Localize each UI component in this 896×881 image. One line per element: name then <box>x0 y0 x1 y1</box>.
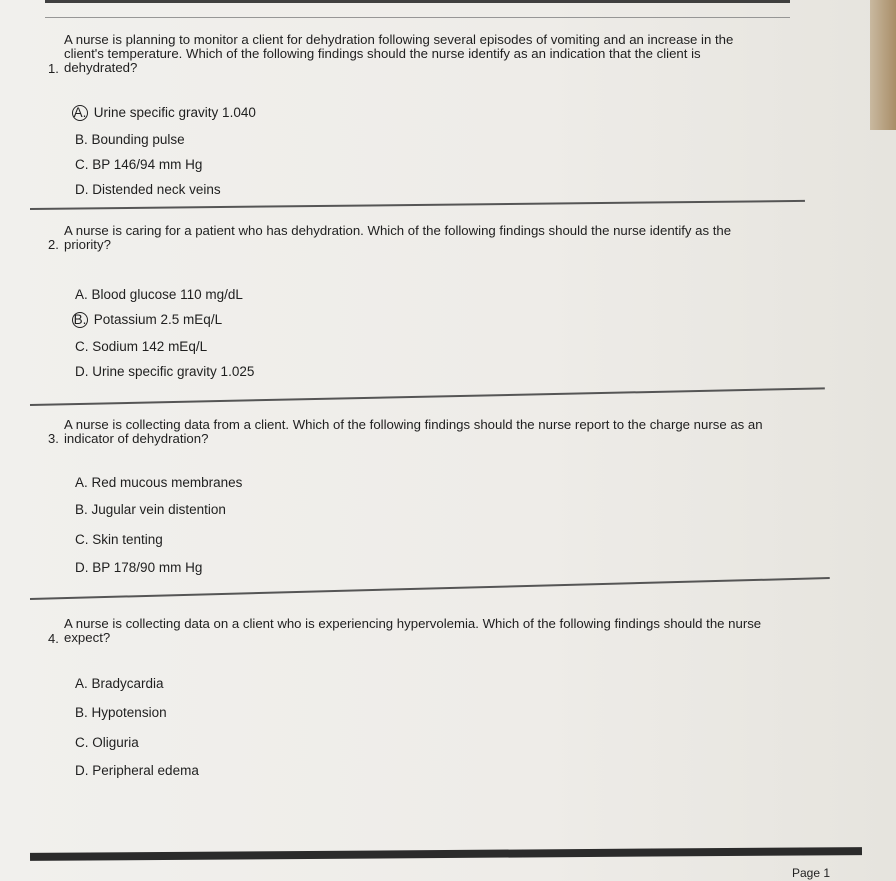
q2-a-letter: A. <box>75 287 88 302</box>
q1-stem: A nurse is planning to monitor a client for dehydration following several episodes of vomiting and an increase in the client's temperature. Which of the following findings should the nurse identify as an indication that the client is dehydrated? <box>64 32 734 75</box>
q4-option-b[interactable] <box>75 705 167 721</box>
q2-option-d[interactable] <box>75 364 254 380</box>
page-number: Page 1 <box>792 866 831 880</box>
q2-option-a[interactable] <box>75 287 243 303</box>
q3-option-b[interactable] <box>75 502 226 518</box>
q2-d-text: Urine specific gravity 1.025 <box>92 364 255 379</box>
q3-d-letter: D. <box>75 560 89 575</box>
q4-stem: A nurse is collecting data on a client who is experiencing hypervolemia. Which of the following findings should the nurse expect? <box>64 616 762 645</box>
q2-stem: A nurse is caring for a patient who has dehydration. Which of the following findings should the nurse identify as the priority? <box>64 223 732 252</box>
q2-number: 2. <box>48 237 59 252</box>
q2-a-text: Blood glucose 110 mg/dL <box>91 287 243 302</box>
q1-b-letter: B. <box>75 132 88 147</box>
q1-a-text: Urine specific gravity 1.040 <box>93 105 256 120</box>
q4-c-text: Oliguria <box>92 735 139 750</box>
q2-c-text: Sodium 142 mEq/L <box>92 339 208 354</box>
q4-option-a[interactable] <box>75 676 164 692</box>
q2-option-b[interactable] <box>75 312 222 328</box>
q4-number: 4. <box>48 631 59 646</box>
q4-option-c[interactable] <box>75 735 139 751</box>
q1-option-a[interactable] <box>75 105 256 121</box>
q1-d-letter: D. <box>75 182 89 197</box>
q1-a-circle-mark <box>72 105 88 121</box>
q1-c-letter: C. <box>75 157 89 172</box>
q3-a-letter: A. <box>75 475 88 490</box>
q4-b-letter: B. <box>75 705 88 720</box>
top-rule <box>45 0 790 18</box>
q2-b-text: Potassium 2.5 mEq/L <box>93 312 223 327</box>
q2-option-c[interactable] <box>75 339 207 355</box>
q1-d-text: Distended neck veins <box>92 182 221 197</box>
q3-stem: A nurse is collecting data from a client. Which of the following findings should the nurse report to the charge nurse as an indicator of dehydration? <box>64 417 763 446</box>
q4-a-text: Bradycardia <box>91 676 164 691</box>
q3-b-text: Jugular vein distention <box>91 502 226 517</box>
q3-a-text: Red mucous membranes <box>91 475 243 490</box>
q3-option-a[interactable] <box>75 475 242 491</box>
q2-c-letter: C. <box>75 339 89 354</box>
q3-c-text: Skin tenting <box>92 532 163 547</box>
q4-d-letter: D. <box>75 763 89 778</box>
q1-option-c[interactable] <box>75 157 202 173</box>
q1-c-text: BP 146/94 mm Hg <box>92 157 203 172</box>
q4-d-text: Peripheral edema <box>92 763 199 778</box>
q1-number: 1. <box>48 61 59 76</box>
q3-option-c[interactable] <box>75 532 163 548</box>
q3-d-text: BP 178/90 mm Hg <box>92 560 203 575</box>
page-edge-shadow <box>870 0 896 130</box>
q3-b-letter: B. <box>75 502 88 517</box>
q1-a-letter: A. <box>73 105 87 120</box>
q3-number: 3. <box>48 431 59 446</box>
q1-option-d[interactable] <box>75 182 221 198</box>
q2-b-circle-mark <box>72 312 88 328</box>
q3-c-letter: C. <box>75 532 89 547</box>
q4-b-text: Hypotension <box>91 705 167 720</box>
q4-option-d[interactable] <box>75 763 199 779</box>
q1-option-b[interactable] <box>75 132 185 148</box>
q1-b-text: Bounding pulse <box>91 132 185 147</box>
q3-option-d[interactable] <box>75 560 202 576</box>
q2-b-letter: B. <box>73 312 87 327</box>
q4-a-letter: A. <box>75 676 88 691</box>
q2-d-letter: D. <box>75 364 89 379</box>
q4-c-letter: C. <box>75 735 89 750</box>
